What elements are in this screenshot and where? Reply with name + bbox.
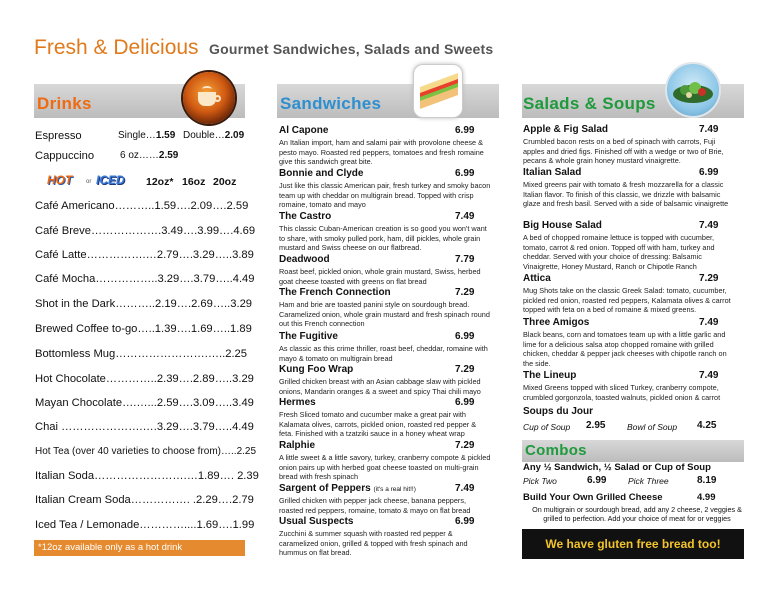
or-label: or bbox=[86, 179, 92, 185]
sandwich-note: (it's a real hit!!) bbox=[373, 486, 416, 493]
sandwiches-title: Sandwiches bbox=[280, 94, 382, 113]
pick-two-price: 6.99 bbox=[587, 475, 607, 486]
gluten-free-banner: We have gluten free bread too! bbox=[522, 529, 744, 559]
combo-grilled-cheese-price: 4.99 bbox=[697, 492, 716, 503]
combo-half-and-half: Any ½ Sandwich, ½ Salad or Cup of Soup bbox=[523, 462, 711, 473]
drink-row: Italian Cream Soda……………. .2.29….2.79 bbox=[35, 494, 254, 506]
hot-label: HOT bbox=[47, 173, 73, 187]
drink-row: Iced Tea / Lemonade…………....1.69….1.99 bbox=[35, 519, 255, 531]
drink-row: Café Latte…………….…2.79….3.29…..3.89 bbox=[35, 249, 254, 261]
cup-of-soup: Cup of Soup bbox=[523, 422, 571, 432]
menu-header bbox=[34, 36, 493, 60]
drink-row: Mayan Chocolate….…...2.59….3.09…..3.49 bbox=[35, 397, 254, 409]
drinks-title: Drinks bbox=[37, 94, 92, 113]
soups-section bbox=[523, 406, 717, 432]
sandwich-icon bbox=[413, 64, 463, 118]
drinks-footnote: *12oz available only as a hot drink bbox=[34, 540, 245, 556]
bowl-of-soup: Bowl of Soup bbox=[627, 422, 678, 432]
combos-title: Combos bbox=[525, 442, 587, 459]
pick-three-price: 8.19 bbox=[697, 475, 717, 486]
iced-label: ICED bbox=[96, 173, 125, 187]
size-20oz: 20oz bbox=[213, 176, 237, 188]
soups-title: Soups du Jour bbox=[523, 406, 593, 417]
salads-title: Salads & Soups bbox=[523, 94, 656, 113]
drink-row: Café Americano………..1.59….2.09….2.59 bbox=[35, 200, 249, 212]
bowl-price: 4.25 bbox=[697, 420, 717, 431]
pick-two: Pick Two bbox=[523, 476, 557, 486]
drink-row: Brewed Coffee to-go…..1.39….1.69…..1.89 bbox=[35, 323, 252, 335]
size-16oz: 16oz bbox=[182, 176, 206, 188]
cappuccino-row: Cappuccino 6 oz……2.59 bbox=[35, 150, 179, 162]
size-12oz: 12oz* bbox=[146, 176, 174, 188]
pick-three: Pick Three bbox=[628, 476, 669, 486]
drink-row: Chai ………………….….3.29….3.79…..4.49 bbox=[35, 421, 254, 433]
drink-row: Café Mocha……………..3.29….3.79…..4.49 bbox=[35, 273, 255, 285]
drink-row: Italian Soda…………………….…1.89…. 2.39 bbox=[35, 470, 259, 482]
drink-row: Hot Chocolate…………..2.39….2.89…..3.29 bbox=[35, 373, 254, 385]
combo-grilled-cheese: Build Your Own Grilled Cheese bbox=[523, 492, 663, 503]
salad-bowl-icon bbox=[665, 62, 721, 118]
coffee-cup-glyph bbox=[196, 86, 222, 108]
drink-row: Bottomless Mug…………………….…..2.25 bbox=[35, 348, 247, 360]
drink-row: Shot in the Dark………..2.19….2.69…..3.29 bbox=[35, 298, 253, 310]
cup-price: 2.95 bbox=[586, 420, 606, 431]
combo-grilled-cheese-desc: On multigrain or sourdough bread, add any 2 cheese, 2 veggies & grilled to perfection. Add your choice of meat for or veggies bbox=[532, 505, 742, 524]
espresso-row: Espresso Single…1.59 Double…2.09 bbox=[35, 130, 245, 142]
tagline: Gourmet Sandwiches, Salads and Sweets bbox=[209, 41, 494, 57]
brand-title: Fresh & Delicious bbox=[34, 36, 199, 59]
drink-row-hot-tea: Hot Tea (over 40 varieties to choose from)…..2.25 bbox=[35, 446, 257, 457]
drink-row: Café Breve……………….3.49….3.99….4.69 bbox=[35, 225, 256, 237]
